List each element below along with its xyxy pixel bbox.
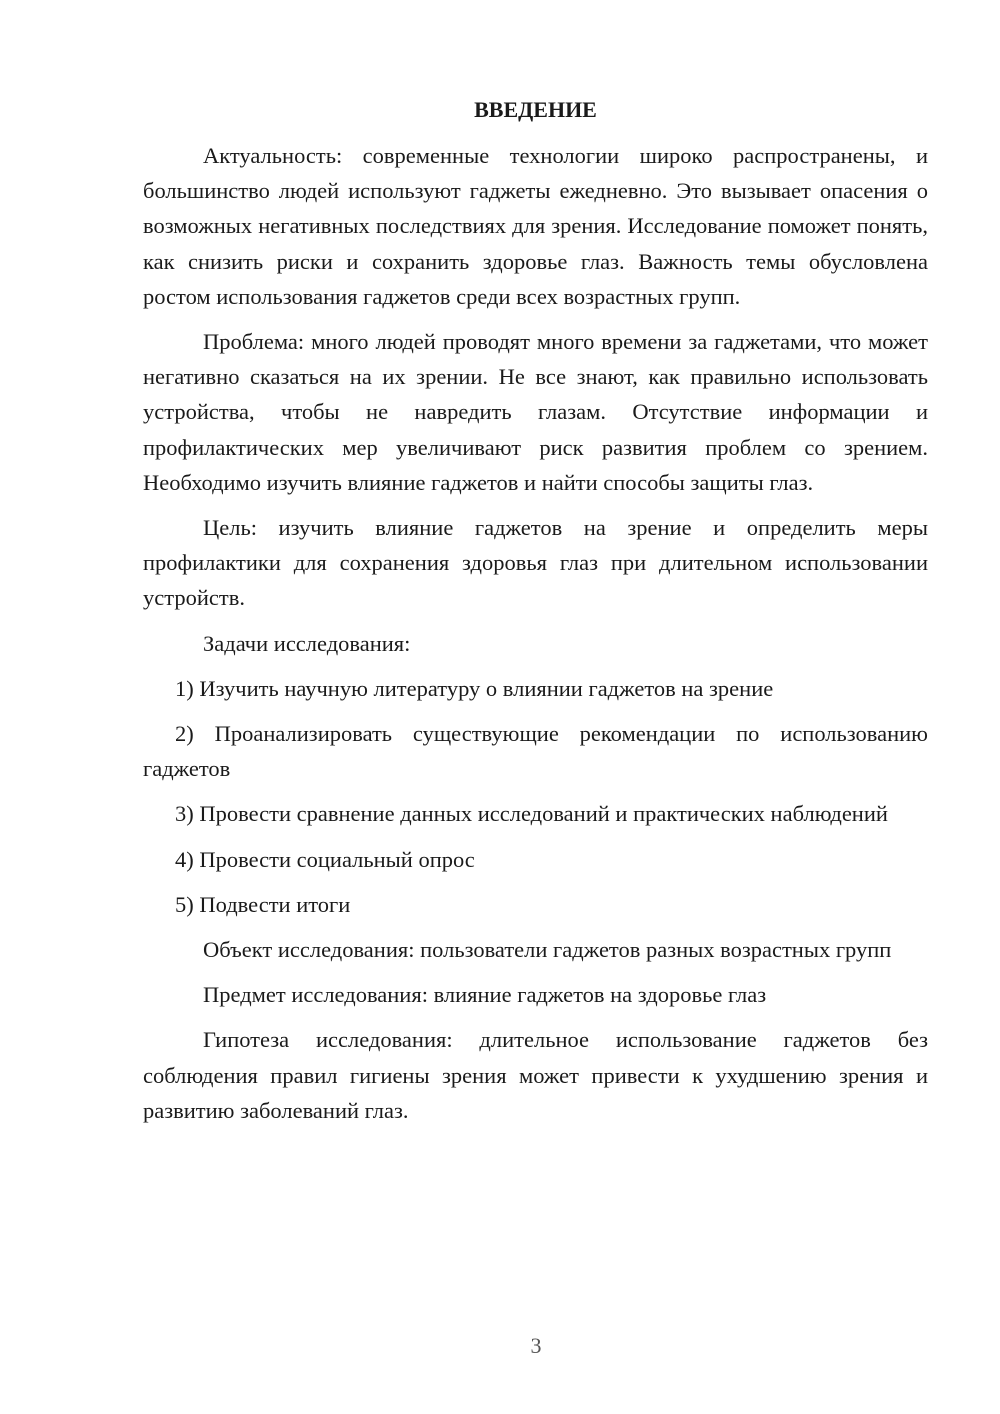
paragraph-subject: Предмет исследования: влияние гаджетов на здоровье глаз xyxy=(203,982,767,1008)
paragraph-relevance: Актуальность: современные технологии широко распространены, и большинство людей используют гаджеты ежедневно. Это вызывает опасения о возможных негативных последствиях для зрения. Исследование поможет понять, как снизить риски и сохранить здоровье глаз. Важность темы обусловлена ростом использования гаджетов среди всех возрастных групп. xyxy=(143,143,928,309)
task-item-1: 1) Изучить научную литературу о влиянии гаджетов на зрение xyxy=(175,675,774,701)
tasks-heading: Задачи исследования: xyxy=(203,630,411,656)
task-item-3: 3) Провести сравнение данных исследований и практических наблюдений xyxy=(175,801,888,827)
task-item-4: 4) Провести социальный опрос xyxy=(175,846,475,872)
task-item-2: 2) Проанализировать существующие рекомендации по использованию гаджетов xyxy=(143,721,928,782)
page-number: 3 xyxy=(530,1333,542,1358)
paragraph-object: Объект исследования: пользователи гаджетов разных возрастных групп xyxy=(203,937,892,963)
paragraph-problem: Проблема: много людей проводят много времени за гаджетами, что может негативно сказаться на их зрении. Не все знают, как правильно использовать устройства, чтобы не навредить глазам. Отсутствие информации и профилактических мер увеличивают риск развития проблем со зрением. Необходимо изучить влияние гаджетов и найти способы защиты глаз. xyxy=(143,329,928,495)
page-title: ВВЕДЕНИЕ xyxy=(474,97,597,122)
page-content xyxy=(143,94,928,1138)
paragraph-goal: Цель: изучить влияние гаджетов на зрение и определить меры профилактики для сохранения здоровья глаз при длительном использовании устройств. xyxy=(143,515,928,611)
task-item-5: 5) Подвести итоги xyxy=(175,891,351,917)
paragraph-hypothesis: Гипотеза исследования: длительное использование гаджетов без соблюдения правил гигиены зрения может привести к ухудшению зрения и развитию заболеваний глаз. xyxy=(143,1027,928,1123)
